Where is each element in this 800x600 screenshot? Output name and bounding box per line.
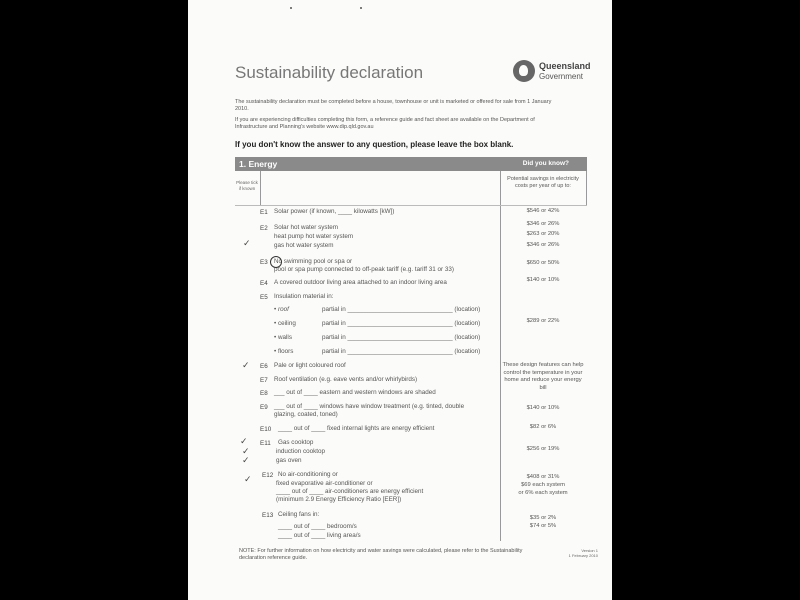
saving-value: $256 or 19% [526,446,560,452]
saving-value: $82 or 6% [529,424,557,430]
row-code: E13 [262,512,274,519]
handwritten-circle [270,256,282,268]
insulation-item: • floors [274,348,294,355]
row-text: ____ out of ____ fixed internal lights are energy efficient [278,425,435,432]
right-border [586,171,587,206]
saving-value: $546 or 42% [526,208,560,214]
row-text: ____ out of ____ living area/s [278,532,361,539]
row-text: Insulation material in: [274,293,334,300]
insulation-partial: partial in ______________________________ (location) [322,306,481,313]
insulation-partial: partial in ______________________________ (location) [322,320,481,327]
scan-speck [290,7,292,9]
section-title: 1. Energy [239,159,278,169]
section-header-bar [235,157,587,171]
queensland-government-logo [513,60,603,86]
tick-mark: ✓ [244,474,252,484]
row-text: Solar hot water system [274,224,339,231]
row-code: E12 [262,472,274,479]
row-code: E2 [260,225,268,232]
insulation-item: • roof [274,306,289,313]
row-text: ____ out of ____ air-conditioners are energy efficient [276,488,424,495]
row-code: E5 [260,294,268,301]
saving-value: $69 each system [521,482,565,488]
intro-paragraph: The sustainability declaration must be completed before a house, townhouse or unit is marketed or offered for sale from 1 January 2010. [235,99,552,112]
row-text: No air-conditioning or [278,471,338,478]
saving-value: or 6% each system [518,490,568,496]
row-text: A covered outdoor living area attached to an indoor living area [274,279,447,286]
row-text: fixed evaporative air-conditioner or [276,480,373,487]
row-text: Gas cooktop [278,439,314,446]
intro-paragraph: If you are experiencing difficulties completing this form, a reference guide and fact sheet are available on the Department of Infrastructure and Planning's website www.dip.qld.gov.au [235,117,535,130]
tick-mark: ✓ [242,446,250,456]
savings-header: Potential savings in electricity costs per year of up to: [507,176,579,189]
crest-icon [513,60,535,82]
footnote: NOTE: For further information on how electricity and water savings were calculated, please refer to the Sustainability declaration reference guide. [239,548,523,561]
row-code: E7 [260,377,268,384]
row-text: (minimum 2.9 Energy Efficiency Ratio [EER]) [276,496,402,503]
tick-mark: ✓ [242,360,250,370]
row-text: Ceiling fans in: [278,511,320,518]
insulation-partial: partial in ______________________________ (location) [322,334,481,341]
saving-value: $74 or 5% [529,523,557,529]
declaration-page [188,0,612,600]
saving-value: $140 or 10% [526,405,560,411]
blank-instruction: If you don't know the answer to any question, please leave the box blank. [235,140,514,149]
saving-value: $650 or 50% [526,260,560,266]
logo-line-1: Queensland [539,61,591,71]
row-text: ____ out of ____ bedroom/s [278,523,357,530]
tick-mark: ✓ [242,455,250,465]
saving-value: $289 or 22% [526,318,560,324]
page-title: Sustainability declaration [235,63,424,82]
row-code: E6 [260,363,268,370]
row-code: E8 [260,390,268,397]
row-text: glazing, coated, toned) [274,411,338,418]
row-code: E4 [260,280,268,287]
row-code: E3 [260,259,268,266]
row-text: ___ out of ____ windows have window treatment (e.g. tinted, double [274,403,465,410]
saving-value: $140 or 10% [526,277,560,283]
logo-line-2: Government [539,72,584,81]
row-text: Solar power (if known, ____ kilowatts [kW]) [274,208,395,215]
row-text: Roof ventilation (e.g. eave vents and/or whirlybirds) [274,376,418,383]
row-text: gas hot water system [274,242,334,249]
insulation-item: • walls [274,334,292,341]
row-text: Pale or light coloured roof [274,362,346,369]
tick-header: Please tick if known [236,180,258,191]
header-rule [235,205,587,206]
scan-speck [360,7,362,9]
tick-column-divider [260,171,261,206]
row-code: E11 [260,440,271,447]
saving-value: $408 or 31% [526,474,560,480]
row-code: E1 [260,209,268,216]
design-features-note: These design features can help control the temperature in your home and reduce your energy bill [502,362,584,391]
row-code: E10 [260,426,272,433]
row-text: ___ out of ____ eastern and western windows are shaded [274,389,436,396]
tick-mark: ✓ [240,436,248,446]
row-text: No swimming pool or spa or [274,258,353,265]
saving-value: $263 or 20% [526,231,560,237]
saving-value: $35 or 2% [529,515,557,521]
row-code: E9 [260,404,268,411]
insulation-partial: partial in ______________________________ (location) [322,348,481,355]
tick-mark: ✓ [243,238,251,248]
row-text: induction cooktop [276,448,326,455]
saving-value: $346 or 26% [526,242,560,248]
row-text: heat pump hot water system [274,233,354,240]
did-you-know-label: Did you know? [522,160,569,167]
insulation-item: • ceiling [274,320,296,327]
saving-value: $346 or 26% [526,221,560,227]
version-info: Version 1 1 February 2010 [568,548,598,558]
row-text: pool or spa pump connected to off-peak tariff (e.g. tariff 31 or 33) [274,266,454,273]
row-text: gas oven [276,457,302,464]
